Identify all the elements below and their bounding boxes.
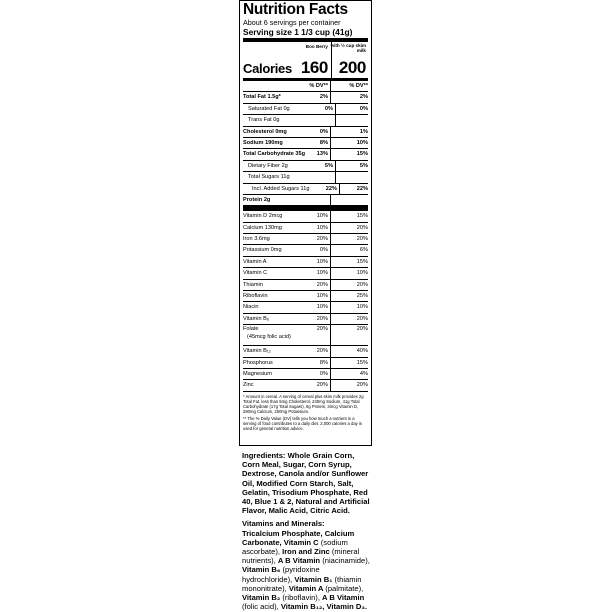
vitamins-minerals-segment: (folic acid), — [242, 602, 281, 612]
nutrient-name: Trans Fat 0g — [248, 117, 280, 124]
nutrient-dv-with-milk — [331, 195, 368, 205]
vitamins-minerals-segment: (mineral nutrients), — [242, 547, 360, 566]
vitamin-row — [243, 346, 368, 357]
vitamin-dv-cereal: 8% — [309, 358, 331, 368]
footnote-amount: * Amount in cereal. A serving of cereal plus skim milk provides 2g Total Fat, less than 5mg Cholesterol, 240mg Sodium, 41g Total Carbohydrate (17g Total Sugars), 6g Protein, 3mcg Vitamin D, 280mg Calcium, 250mg Potassium. — [243, 393, 364, 414]
nutrient-row — [243, 172, 368, 183]
vitamin-row — [243, 268, 368, 279]
column-header-with-milk: with ½ cup skim milk — [330, 43, 366, 53]
vitamin-row — [243, 291, 368, 302]
nutrient-name: Incl. Added Sugars 11g — [252, 185, 310, 192]
vitamin-row — [243, 280, 368, 291]
vitamin-dv-cereal: 10% — [309, 223, 331, 233]
nutrient-dv-with-milk: 2% — [359, 94, 368, 101]
vitamin-row — [243, 314, 368, 325]
vitamins-minerals-segment: (riboflavin), — [282, 593, 323, 603]
vitamins-minerals-segment: (thiamin mononitrate), — [242, 574, 362, 593]
vitamin-dv-with-milk: 20% — [356, 326, 368, 333]
nutrient-name: Total Carbohydrate 35g — [243, 151, 306, 158]
nutrient-row — [243, 115, 368, 126]
nutrient-dv-cereal — [314, 172, 336, 182]
nutrient-dv-cereal: 0% — [314, 104, 336, 114]
vitamin-subname: (45mcg folic acid) — [247, 334, 291, 341]
nutrient-dv-cereal — [314, 115, 336, 125]
vitamins-minerals-segment: Vitamin B₆ — [242, 565, 283, 575]
nutrient-dv-with-milk — [336, 115, 368, 125]
vitamins-minerals-segment: A B Vitamin — [322, 593, 365, 603]
nutrient-row — [243, 138, 368, 149]
vitamin-row — [243, 302, 368, 313]
vitamin-dv-with-milk: 20% — [356, 382, 368, 389]
vitamin-dv-with-milk: 40% — [356, 348, 368, 355]
vitamins-minerals-text — [242, 519, 370, 611]
nutrient-name: Total Fat 1.5g* — [243, 94, 281, 101]
nutrient-name: Total Sugars 11g — [248, 174, 290, 181]
vitamin-dv-with-milk: 15% — [356, 359, 368, 366]
nutrient-rows — [243, 92, 368, 206]
vitamin-dv-with-milk: 15% — [356, 213, 368, 220]
vitamins-minerals-body — [242, 529, 370, 612]
vitamin-dv-cereal: 10% — [309, 211, 331, 221]
label-title: Nutrition Facts — [243, 1, 348, 18]
vitamin-dv-cereal: 20% — [309, 280, 331, 290]
nutrient-dv-with-milk: 0% — [359, 105, 368, 112]
vitamin-dv-cereal: 10% — [309, 302, 331, 312]
nutrient-name: Cholesterol 0mg — [243, 128, 287, 135]
nutrient-dv-with-milk: 5% — [359, 162, 368, 169]
ingredients-section — [242, 451, 370, 611]
vitamins-minerals-heading: Vitamins and Minerals: — [242, 519, 325, 529]
vitamins-minerals-segment: Vitamin B₂ — [242, 593, 283, 603]
nutrient-dv-cereal — [309, 195, 331, 205]
vitamins-minerals-segment: (pyridoxine hydrochloride), — [242, 565, 320, 584]
servings-per-container: About 6 servings per container — [243, 18, 341, 27]
nutrient-name: Sodium 190mg — [243, 139, 283, 146]
vitamin-row — [243, 245, 368, 256]
vitamin-dv-cereal: 0% — [309, 369, 331, 379]
vitamin-dv-cereal: 0% — [309, 245, 331, 255]
vitamin-dv-with-milk: 10% — [356, 270, 368, 277]
vitamins-minerals-segment: Vitamin A — [288, 583, 326, 593]
vitamin-dv-cereal: 20% — [309, 380, 331, 390]
vitamin-row — [243, 257, 368, 268]
vitamin-name: Vitamin B₆ — [243, 315, 270, 322]
vitamin-name: Niacin — [243, 304, 259, 311]
nutrient-row — [243, 161, 368, 172]
vitamin-row — [243, 358, 368, 369]
footnotes — [243, 392, 368, 431]
vitamin-dv-cereal: 20% — [309, 234, 331, 244]
vitamin-dv-cereal: 20% — [309, 346, 331, 356]
vitamins-minerals-segment: Iron and Zinc — [282, 547, 332, 557]
nutrient-row — [243, 195, 368, 206]
vitamin-dv-with-milk: 15% — [356, 258, 368, 265]
nutrient-dv-cereal: 5% — [314, 161, 336, 171]
vitamin-name: Vitamin B₁₂ — [243, 348, 271, 355]
vitamin-name: Thiamin — [243, 281, 263, 288]
vitamin-row — [243, 223, 368, 234]
vitamin-dv-with-milk: 20% — [356, 224, 368, 231]
calories-with-milk: 200 — [338, 58, 366, 77]
nutrient-dv-cereal: 22% — [318, 184, 340, 194]
vitamins-minerals-segment: (niacinamide), — [322, 556, 370, 566]
vitamin-dv-cereal: 10% — [309, 291, 331, 301]
vitamin-dv-with-milk: 20% — [356, 281, 368, 288]
vitamin-row — [243, 380, 368, 391]
vitamin-name: Phosphorus — [243, 359, 273, 366]
ingredients-text: Ingredients: Whole Grain Corn, Corn Meal, Sugar, Corn Syrup, Dextrose, Canola and/or Sunflower Oil, Modified Corn Starch, Salt, Gelatin, Trisodium Phosphate, Red 40, Blue 1 & 2, Natural and Artificial Flavor, Malic Acid, Citric Acid. — [242, 451, 370, 516]
vitamin-name: Vitamin A — [243, 258, 267, 265]
nutrient-dv-cereal: 13% — [309, 149, 331, 159]
nutrient-row — [243, 92, 368, 103]
vitamins-minerals-segment: Vitamin B₁₂, Vitamin D₃. — [280, 602, 367, 612]
vitamin-row — [243, 211, 368, 222]
vitamins-minerals-segment: A B Vitamin — [277, 556, 323, 566]
nutrient-row — [243, 149, 368, 160]
vitamin-name: Potassium 0mg — [243, 247, 282, 254]
nutrient-row — [243, 104, 368, 115]
vitamin-dv-cereal: 10% — [309, 268, 331, 278]
nutrient-name: Dietary Fiber 2g — [248, 162, 288, 169]
vitamin-name: Calcium 130mg — [243, 224, 282, 231]
nutrient-row — [243, 127, 368, 138]
dv-header-row — [243, 81, 368, 92]
vitamin-row — [243, 234, 368, 245]
vitamin-name: Vitamin D 2mcg — [243, 213, 283, 220]
nutrient-dv-cereal: 2% — [309, 92, 331, 102]
vitamins-minerals-segment: Vitamin B₁ — [294, 574, 335, 584]
vitamin-name: Iron 3.6mg — [243, 236, 270, 243]
nutrient-dv-cereal: 0% — [309, 127, 331, 137]
vitamin-rows — [243, 211, 368, 391]
vitamin-row — [243, 369, 368, 380]
vitamins-minerals-segment: Tricalcium Phosphate, Calcium Carbonate, Vitamin C — [242, 528, 355, 547]
nutrient-dv-cereal: 8% — [309, 138, 331, 148]
vitamin-dv-cereal: 10% — [309, 257, 331, 267]
vitamin-dv-with-milk: 6% — [359, 247, 368, 254]
vitamin-dv-cereal: 20% — [309, 325, 331, 345]
vitamin-dv-cereal: 20% — [309, 314, 331, 324]
nutrition-facts-label — [239, 0, 372, 446]
nutrient-name: Saturated Fat 0g — [248, 105, 290, 112]
vitamins-minerals-segment: (sodium ascorbate), — [242, 537, 348, 557]
nutrient-row — [243, 184, 368, 195]
vitamin-name: Folate (45mcg folic acid) — [243, 325, 309, 345]
calories-label: Calories — [243, 61, 292, 76]
nutrient-dv-with-milk: 10% — [356, 139, 368, 146]
vitamin-dv-with-milk: 4% — [359, 370, 368, 377]
vitamin-name: Riboflavin — [243, 293, 268, 300]
nutrient-dv-with-milk: 15% — [356, 151, 368, 158]
dv-header-with-milk: % DV** — [349, 83, 368, 89]
calories-cereal: 160 — [300, 58, 328, 77]
vitamin-name: Magnesium — [243, 370, 272, 377]
serving-size: Serving size 1 1/3 cup (41g) — [243, 27, 368, 42]
column-header-cereal: Boo Berry — [305, 44, 328, 49]
vitamin-row — [243, 325, 368, 346]
calories-row — [243, 42, 368, 81]
nutrient-dv-with-milk — [336, 172, 368, 182]
nutrition-panel — [239, 0, 372, 612]
nutrient-dv-with-milk: 1% — [359, 128, 368, 135]
vitamin-name: Vitamin C — [243, 270, 268, 277]
vitamins-minerals-segment: (palmitate), — [325, 583, 364, 593]
dv-header-cereal: % DV** — [309, 81, 331, 91]
vitamin-name: Zinc — [243, 382, 254, 389]
vitamin-dv-with-milk: 10% — [356, 304, 368, 311]
nutrient-name: Protein 2g — [243, 196, 271, 203]
vitamin-dv-with-milk: 20% — [356, 236, 368, 243]
footnote-dv: ** The % Daily Value (DV) tells you how much a nutrient in a serving of food contributes to a daily diet. 2,000 calories a day is used for general nutrition advice. — [243, 415, 362, 431]
vitamin-dv-with-milk: 25% — [356, 293, 368, 300]
vitamin-dv-with-milk: 20% — [356, 315, 368, 322]
nutrient-dv-with-milk: 22% — [356, 185, 368, 192]
